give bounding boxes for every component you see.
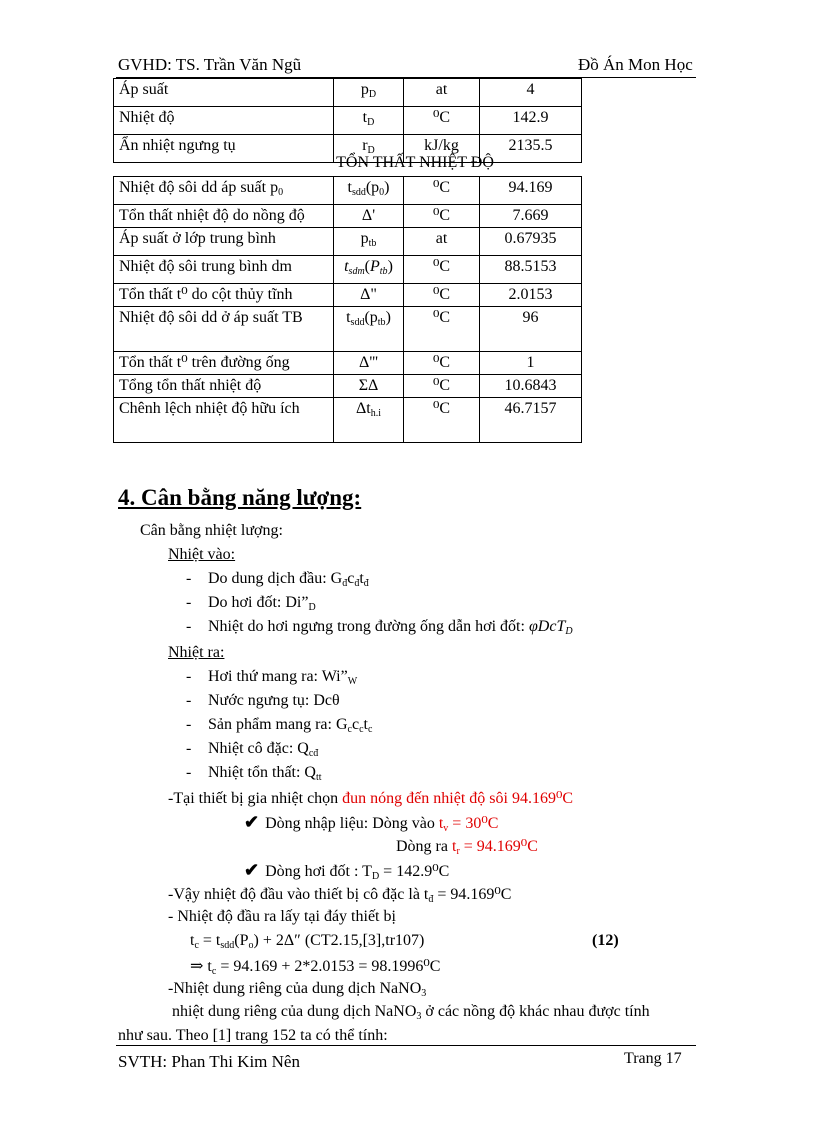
cell-symbol: $t_{sdd}(p_0)$: [334, 177, 404, 205]
list-item: - Hơi thứ mang ra: $Wi”_W$: [186, 668, 358, 687]
cell-symbol: $p_{tb}$: [334, 228, 404, 256]
cell-unit: ⁰C: [404, 284, 480, 307]
list-item: - Do hơi đốt: $Di”_D$: [186, 594, 316, 613]
cell-unit: at: [404, 228, 480, 256]
cell-value: 2.0153: [480, 284, 582, 307]
cell-value: 96: [480, 307, 582, 352]
cell-unit: ⁰C: [404, 205, 480, 228]
cell-name: Tổn thất nhiệt độ do nồng độ: [114, 205, 334, 228]
cp-heading: -Nhiệt dung riêng của dung dịch NaNO$_3$: [168, 980, 427, 999]
header-right: Đồ Án Mon Học: [578, 55, 693, 74]
table-row: [114, 177, 582, 205]
cell-name: Tổn thất t⁰ trên đường ống: [114, 352, 334, 375]
cell-value: 7.669: [480, 205, 582, 228]
cell-value: 1: [480, 352, 582, 375]
steam-line: ✔ Dòng hơi đốt : $T_D = 142.9^0C$: [244, 860, 450, 882]
section-title: 4. Cân bằng năng lượng:: [118, 485, 362, 510]
list-item: - Nhiệt tổn thất: $Q_{tt}$: [186, 764, 322, 783]
cell-name: Tổn thất t⁰ do cột thủy tĩnh: [114, 284, 334, 307]
cell-name: Nhiệt độ sôi dd áp suất $p_0$: [114, 177, 334, 205]
table-row: [114, 375, 582, 398]
cell-name: Nhiệt độ sôi dd ở áp suất TB: [114, 307, 334, 352]
cell-unit: ⁰C: [404, 375, 480, 398]
cell-symbol: $t_{sdm}(P_{tb})$: [334, 256, 404, 284]
footer-left: SVTH: Phan Thi Kim Nên: [118, 1052, 300, 1071]
table-row: [114, 398, 582, 443]
list-item: - Sản phẩm mang ra: $G_cc_ct_c$: [186, 716, 373, 735]
cell-value: 88.5153: [480, 256, 582, 284]
list-item: - Do dung dịch đầu: $G_đc_đt_đ$: [186, 570, 369, 589]
list-item: - Nước ngưng tụ: Dcθ: [186, 692, 340, 709]
cell-symbol: Δ': [334, 205, 404, 228]
cell-symbol: Δ": [334, 284, 404, 307]
cell-value: 94.169: [480, 177, 582, 205]
cell-value: 10.6843: [480, 375, 582, 398]
cell-unit: at: [404, 79, 480, 107]
cell-name: Nhiệt độ: [114, 107, 334, 135]
table-row: [114, 352, 582, 375]
cp-text-2: như sau. Theo [1] trang 152 ta có thể tính:: [118, 1027, 388, 1044]
heat-in-heading: Nhiệt vào:: [168, 546, 236, 563]
list-item: - Nhiệt cô đặc: $Q_{cđ}$: [186, 740, 319, 759]
footer-divider: [116, 1045, 696, 1046]
table-row: [114, 107, 582, 135]
list-item: - Nhiệt do hơi ngưng trong đường ống dẫn hơi đốt: φDcT$_D$: [186, 618, 573, 637]
conclusion-line: -Vậy nhiệt độ đầu vào thiết bị cô đặc là $t_đ = 94.169^0C$: [168, 886, 512, 905]
table2-title: TỔN THẤT NHIỆT ĐỘ: [336, 154, 494, 171]
intro-text: Cân bằng nhiệt lượng:: [140, 522, 283, 539]
cell-value: 46.7157: [480, 398, 582, 443]
cell-name: Áp suất ở lớp trung bình: [114, 228, 334, 256]
cell-name: Nhiệt độ sôi trung bình dm: [114, 256, 334, 284]
table-row: [114, 79, 582, 107]
cell-value: 142.9: [480, 107, 582, 135]
cp-text-1: nhiệt dung riêng của dung dịch NaNO$_3$ ở các nồng độ khác nhau được tính: [172, 1003, 650, 1022]
cell-name: Tổng tổn thất nhiệt độ: [114, 375, 334, 398]
cell-value: 2135.5: [480, 135, 582, 163]
cell-name: Áp suất: [114, 79, 334, 107]
cell-value: 0.67935: [480, 228, 582, 256]
heater-line: [168, 788, 573, 808]
heater-text: -Tại thiết bị gia nhiệt chọn: [168, 790, 343, 807]
cell-symbol: $t_D$: [334, 107, 404, 135]
cell-unit: ⁰C: [404, 352, 480, 375]
cell-symbol: $p_D$: [334, 79, 404, 107]
heating-steam-table: [113, 78, 582, 163]
cell-symbol: Δ''': [334, 352, 404, 375]
feed-line: ✔ Dòng nhập liệu: Dòng vào $t_v = 30^0C$: [244, 812, 499, 834]
table-row: [114, 284, 582, 307]
feed-out-highlight: $t_r = 94.169^0C$: [451, 838, 538, 857]
table-row: [114, 205, 582, 228]
equation-number: (12): [592, 932, 619, 949]
cell-symbol: $r_D$: [334, 135, 404, 163]
cell-name: Ẩn nhiệt ngưng tụ: [114, 135, 334, 163]
temperature-loss-table: [113, 176, 582, 443]
feed-in-highlight: $t_v = 30^0C$: [438, 815, 499, 834]
cell-unit: ⁰C: [404, 177, 480, 205]
heater-highlight: đun nóng đến nhiệt độ sôi 94.169⁰C: [342, 790, 574, 807]
heat-out-heading: Nhiệt ra:: [168, 644, 225, 661]
check-icon: ✔: [244, 860, 260, 880]
result-line: ⇒ $t_c = 94.169 + 2*2.0153 = 98.1996^0C$: [190, 958, 441, 977]
cell-name: Chênh lệch nhiệt độ hữu ích: [114, 398, 334, 443]
formula-line: $t_c = t_{sdd}(P_o) + 2\Delta''$ (CT2.15,[3],tr107): [190, 932, 425, 951]
cell-symbol: $\Delta t_{h.i}$: [334, 398, 404, 443]
cell-unit: ⁰C: [404, 256, 480, 284]
check-icon: ✔: [244, 812, 260, 832]
cell-unit: ⁰C: [404, 307, 480, 352]
cell-unit: kJ/kg: [404, 135, 480, 163]
table-row: [114, 256, 582, 284]
page-number: Trang 17: [624, 1050, 682, 1067]
cell-unit: ⁰C: [404, 398, 480, 443]
table-row: [114, 228, 582, 256]
cell-value: 4: [480, 79, 582, 107]
table-row: [114, 307, 582, 352]
feed-out-line: Dòng ra $t_r = 94.169^0C$: [396, 838, 538, 857]
header-left: GVHD: TS. Trần Văn Ngũ: [118, 55, 302, 74]
cell-unit: ⁰C: [404, 107, 480, 135]
cell-symbol: $t_{sdd}(p_{tb})$: [334, 307, 404, 352]
cell-symbol: ΣΔ: [334, 375, 404, 398]
outlet-line: - Nhiệt độ đầu ra lấy tại đáy thiết bị: [168, 908, 396, 925]
